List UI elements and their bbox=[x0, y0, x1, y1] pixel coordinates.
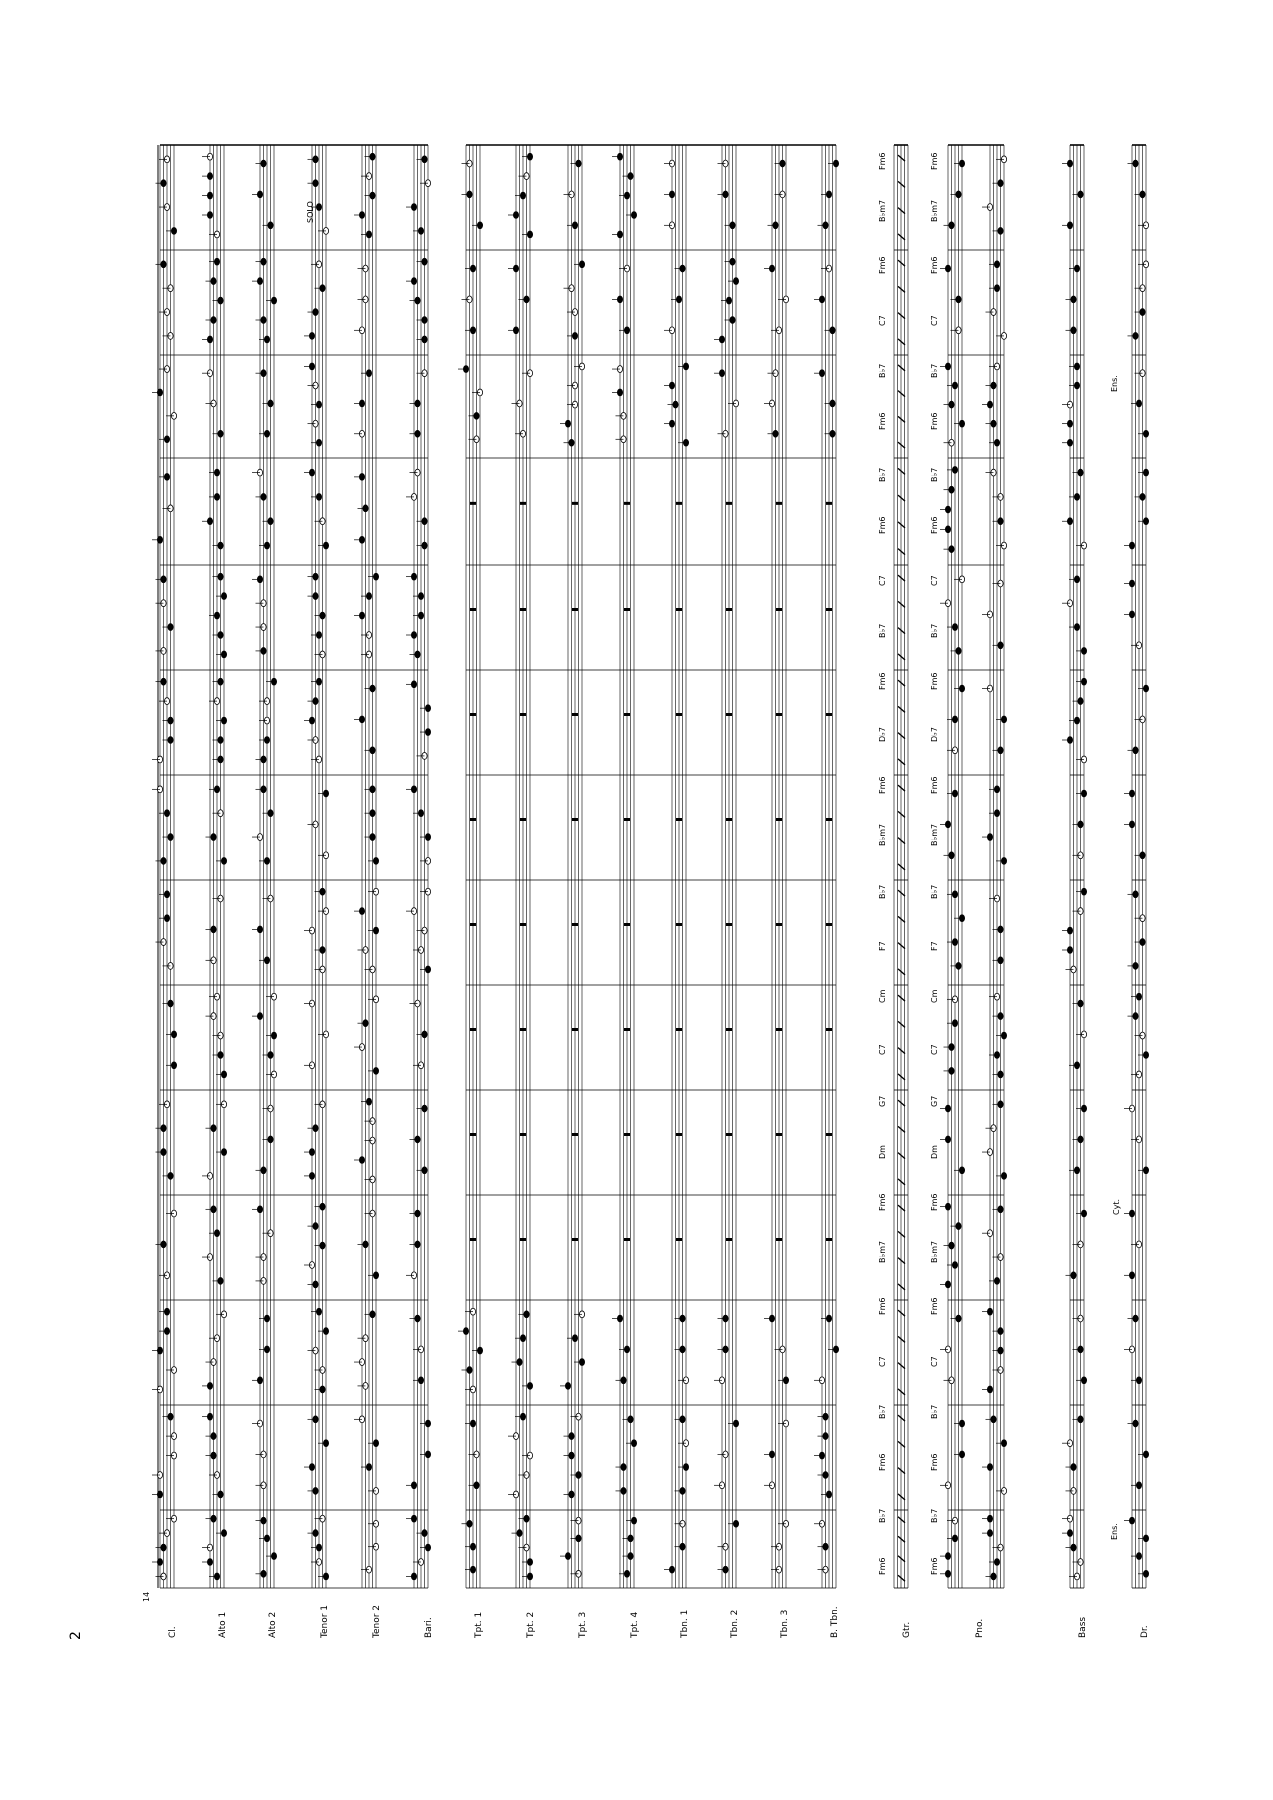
rest bbox=[470, 713, 476, 716]
rest bbox=[826, 608, 832, 611]
slash bbox=[898, 1389, 905, 1395]
rest bbox=[572, 1028, 578, 1031]
rest bbox=[520, 1133, 526, 1136]
rest bbox=[776, 818, 782, 821]
rest bbox=[826, 818, 832, 821]
label-bass: Bass bbox=[1078, 1616, 1088, 1638]
rest bbox=[726, 818, 732, 821]
rest bbox=[470, 1133, 476, 1136]
slash bbox=[898, 155, 905, 161]
label-tbn3: Tbn. 3 bbox=[780, 1609, 790, 1638]
rest bbox=[826, 1133, 832, 1136]
slash bbox=[898, 1363, 905, 1369]
slash bbox=[898, 1100, 905, 1106]
slash bbox=[898, 549, 905, 555]
rest bbox=[726, 923, 732, 926]
chord-symbol: F7 bbox=[878, 940, 887, 951]
chord-symbol: Fm6 bbox=[878, 672, 887, 691]
slash bbox=[898, 181, 905, 187]
chord-symbol: Dm bbox=[930, 1144, 939, 1159]
slash bbox=[898, 1517, 905, 1523]
rest bbox=[776, 713, 782, 716]
chord-symbol: B♭7 bbox=[878, 623, 887, 639]
chord-symbol: D♭7 bbox=[878, 727, 887, 743]
rest bbox=[520, 1028, 526, 1031]
slash bbox=[898, 575, 905, 581]
slash bbox=[898, 601, 905, 607]
slash bbox=[898, 286, 905, 292]
label-cl: Cl. bbox=[168, 1626, 178, 1638]
slash bbox=[898, 969, 905, 975]
slash bbox=[898, 890, 905, 896]
label-alto2: Alto 2 bbox=[268, 1611, 278, 1638]
slash bbox=[898, 1179, 905, 1185]
slash bbox=[898, 838, 905, 844]
slash bbox=[898, 1074, 905, 1080]
rest bbox=[572, 818, 578, 821]
chord-symbol: C7 bbox=[930, 575, 939, 587]
chord-symbol: Fm6 bbox=[878, 412, 887, 431]
slash bbox=[898, 468, 905, 474]
slash bbox=[898, 1556, 905, 1562]
chord-symbol: C7 bbox=[930, 315, 939, 327]
chord-symbol: Fm6 bbox=[930, 256, 939, 275]
slash bbox=[898, 916, 905, 922]
slash bbox=[898, 759, 905, 765]
slash bbox=[898, 1336, 905, 1342]
label-tpt4: Tpt. 4 bbox=[630, 1611, 640, 1638]
label-tpt2: Tpt. 2 bbox=[526, 1611, 536, 1638]
slash bbox=[898, 1575, 905, 1581]
chord-symbol: Fm6 bbox=[930, 672, 939, 691]
chord-symbol: Fm6 bbox=[930, 152, 939, 170]
label-tpt1: Tpt. 1 bbox=[474, 1611, 484, 1638]
rest bbox=[826, 502, 832, 505]
chord-symbol: Fm6 bbox=[878, 256, 887, 275]
slash bbox=[898, 1126, 905, 1132]
cyt-annotation: Cyt. bbox=[1112, 1199, 1121, 1215]
measure-number: 14 bbox=[142, 1591, 151, 1602]
rest bbox=[470, 818, 476, 821]
chord-symbol: F7 bbox=[930, 940, 939, 951]
slash bbox=[898, 1048, 905, 1054]
label-dr: Dr. bbox=[1140, 1625, 1150, 1638]
label-tenor1: Tenor 1 bbox=[320, 1604, 330, 1638]
rest bbox=[624, 502, 630, 505]
rest bbox=[572, 1238, 578, 1241]
rest bbox=[624, 1133, 630, 1136]
slash bbox=[898, 1494, 905, 1500]
rest bbox=[470, 923, 476, 926]
chord-symbol: G7 bbox=[930, 1095, 939, 1107]
rest bbox=[826, 923, 832, 926]
chord-symbol: Fm6 bbox=[878, 1193, 887, 1211]
slash bbox=[898, 654, 905, 660]
rest bbox=[572, 923, 578, 926]
rest bbox=[572, 1133, 578, 1136]
rest bbox=[624, 608, 630, 611]
slash bbox=[898, 733, 905, 739]
label-tbn1: Tbn. 1 bbox=[680, 1609, 690, 1638]
rest bbox=[520, 713, 526, 716]
chord-symbol: B♭7 bbox=[930, 1404, 939, 1419]
chord-symbol: B♭7 bbox=[930, 1508, 939, 1523]
rest bbox=[676, 1133, 682, 1136]
rest bbox=[520, 608, 526, 611]
page-number: 2 bbox=[68, 1631, 84, 1640]
slash bbox=[898, 1231, 905, 1237]
rest bbox=[520, 1238, 526, 1241]
rest bbox=[624, 818, 630, 821]
label-tenor2: Tenor 2 bbox=[372, 1604, 382, 1638]
slash bbox=[898, 391, 905, 397]
chord-symbol: Fm6 bbox=[878, 1297, 887, 1315]
chord-symbol: C7 bbox=[878, 575, 887, 587]
chord-symbol: B♭7 bbox=[930, 623, 939, 639]
chord-symbol: B♭m7 bbox=[930, 199, 939, 223]
rest bbox=[726, 608, 732, 611]
rest bbox=[826, 1238, 832, 1241]
label-bari: Bari. bbox=[424, 1617, 434, 1638]
slash bbox=[898, 522, 905, 528]
rest bbox=[470, 502, 476, 505]
chord-symbol: B♭7 bbox=[878, 363, 887, 379]
rest bbox=[624, 923, 630, 926]
rest bbox=[520, 923, 526, 926]
chord-symbol: Dm bbox=[878, 1144, 887, 1159]
chord-symbol: B♭7 bbox=[878, 467, 887, 483]
chord-symbol: B♭7 bbox=[878, 1508, 887, 1523]
slash bbox=[898, 1284, 905, 1290]
chord-symbol: B♭m7 bbox=[878, 824, 887, 847]
rest bbox=[470, 608, 476, 611]
chord-symbol: Fm6 bbox=[878, 152, 887, 170]
slash bbox=[898, 1021, 905, 1027]
slash bbox=[898, 1153, 905, 1159]
solo-annotation: SOLO bbox=[306, 201, 315, 223]
label-btbn: B. Tbn. bbox=[830, 1606, 840, 1638]
chord-symbol: Fm6 bbox=[930, 412, 939, 431]
rest bbox=[776, 1238, 782, 1241]
slash bbox=[898, 995, 905, 1001]
chord-symbol: G7 bbox=[878, 1095, 887, 1107]
chord-symbol: C7 bbox=[878, 1043, 887, 1055]
chord-symbol: B♭7 bbox=[878, 1404, 887, 1419]
label-tbn2: Tbn. 2 bbox=[730, 1609, 740, 1638]
rest bbox=[776, 923, 782, 926]
chord-symbol: Fm6 bbox=[930, 1453, 939, 1471]
slash bbox=[898, 313, 905, 319]
rest bbox=[470, 1238, 476, 1241]
slash bbox=[898, 628, 905, 634]
slash bbox=[898, 365, 905, 371]
rest bbox=[676, 608, 682, 611]
ens-annotation-1: Ens. bbox=[1110, 1523, 1119, 1540]
chord-symbol: Fm6 bbox=[878, 776, 887, 795]
slash bbox=[898, 1205, 905, 1211]
chord-symbol: Cm bbox=[878, 989, 887, 1003]
rest bbox=[676, 502, 682, 505]
chord-symbol: B♭7 bbox=[878, 884, 887, 899]
slash bbox=[898, 260, 905, 266]
chord-symbol: Fm6 bbox=[930, 516, 939, 535]
slash bbox=[898, 495, 905, 501]
label-gtr: Gtr. bbox=[902, 1621, 912, 1638]
rest bbox=[676, 818, 682, 821]
rest bbox=[676, 923, 682, 926]
rest bbox=[624, 713, 630, 716]
chord-symbol: D♭7 bbox=[930, 727, 939, 743]
rest bbox=[726, 1133, 732, 1136]
chord-symbol: Fm6 bbox=[930, 1193, 939, 1211]
slash bbox=[898, 442, 905, 448]
chord-symbol: Cm bbox=[930, 989, 939, 1003]
rest bbox=[572, 608, 578, 611]
rest bbox=[572, 502, 578, 505]
slash bbox=[898, 785, 905, 791]
label-alto1: Alto 1 bbox=[218, 1611, 228, 1638]
label-tpt3: Tpt. 3 bbox=[578, 1611, 588, 1638]
slash bbox=[898, 811, 905, 817]
rest bbox=[676, 713, 682, 716]
rest bbox=[776, 1133, 782, 1136]
rest bbox=[470, 1028, 476, 1031]
slash bbox=[898, 416, 905, 422]
chord-symbol: C7 bbox=[930, 1043, 939, 1055]
rest bbox=[726, 1238, 732, 1241]
rest bbox=[726, 713, 732, 716]
chord-symbol: Fm6 bbox=[930, 1297, 939, 1315]
chord-symbol: B♭m7 bbox=[878, 1240, 887, 1263]
chord-symbol: B♭7 bbox=[930, 363, 939, 379]
slash bbox=[898, 1310, 905, 1316]
slash bbox=[898, 1441, 905, 1447]
slash bbox=[898, 339, 905, 345]
chord-symbol: B♭7 bbox=[930, 884, 939, 899]
rest bbox=[826, 1028, 832, 1031]
rest bbox=[776, 1028, 782, 1031]
rest bbox=[776, 502, 782, 505]
slash bbox=[898, 208, 905, 214]
rest bbox=[624, 1238, 630, 1241]
chord-symbol: C7 bbox=[878, 315, 887, 327]
slash bbox=[898, 706, 905, 712]
chord-symbol: B♭m7 bbox=[930, 824, 939, 847]
rest bbox=[676, 1028, 682, 1031]
rest bbox=[520, 818, 526, 821]
rest bbox=[826, 713, 832, 716]
slash bbox=[898, 1415, 905, 1421]
chord-symbol: Fm6 bbox=[930, 776, 939, 795]
slash bbox=[898, 1468, 905, 1474]
chord-symbol: B♭m7 bbox=[878, 199, 887, 223]
rest bbox=[572, 713, 578, 716]
chord-symbol: Fm6 bbox=[930, 1557, 939, 1575]
ens-annotation-2: Ens. bbox=[1110, 375, 1119, 392]
chord-symbol: C7 bbox=[878, 1356, 887, 1367]
chord-symbol: Fm6 bbox=[878, 1453, 887, 1471]
slash bbox=[898, 943, 905, 949]
slash bbox=[898, 1258, 905, 1264]
slash bbox=[898, 680, 905, 686]
label-pno: Pno. bbox=[975, 1618, 985, 1638]
chord-symbol: B♭7 bbox=[930, 467, 939, 483]
rest bbox=[676, 1238, 682, 1241]
slash bbox=[898, 1536, 905, 1542]
rest bbox=[776, 608, 782, 611]
slash bbox=[898, 864, 905, 870]
rest bbox=[726, 502, 732, 505]
chord-symbol: Fm6 bbox=[878, 516, 887, 535]
chord-symbol: C7 bbox=[930, 1356, 939, 1367]
slash bbox=[898, 234, 905, 240]
chord-symbol: Fm6 bbox=[878, 1557, 887, 1575]
rest bbox=[520, 502, 526, 505]
rest bbox=[726, 1028, 732, 1031]
rest bbox=[624, 1028, 630, 1031]
chord-symbol: B♭m7 bbox=[930, 1240, 939, 1263]
